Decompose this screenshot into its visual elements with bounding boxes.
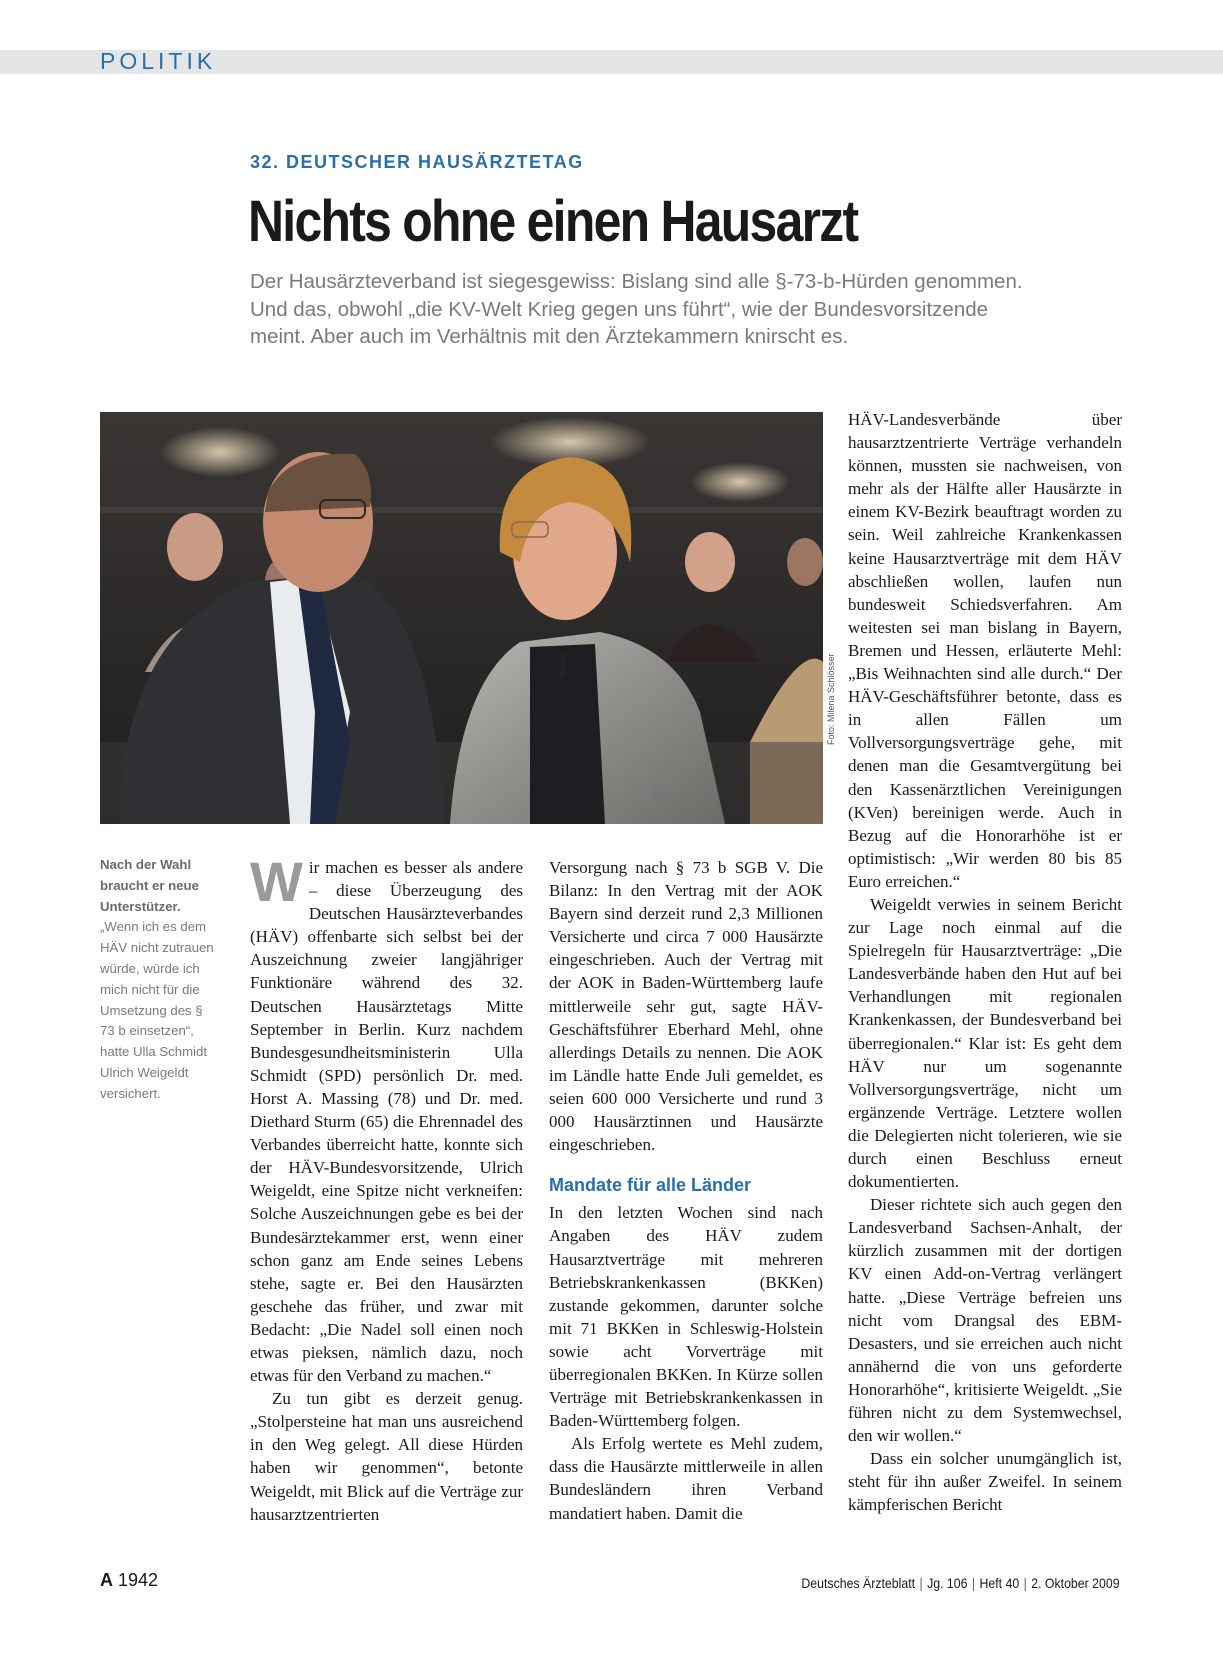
article-column-1 — [250, 850, 523, 1526]
article-headline: Nichts ohne einen Hausarzt — [248, 189, 858, 254]
paragraph: Zu tun gibt es derzeit genug. „Stolpersteine hat man uns ausreichend in den Weg gelegt. All diese Hürden haben wir genommen“, betonte Weigeldt, mit Blick auf die Verträge zur hausarztzentrierten — [250, 1389, 523, 1524]
lead-line: Der Hausärzteverband ist siegesgewiss: Bislang sind alle §-73-b-Hürden genommen. — [250, 270, 1023, 293]
photo-illustration — [100, 412, 823, 824]
paragraph: Als Erfolg wertete es Mehl zudem, dass die Hausärzte mittlerweile in allen Bundesländern ihren Verband mandatiert haben. Damit die — [549, 1434, 823, 1523]
paragraph: HÄV-Landesverbände über hausarztzentrierte Verträge verhandeln können, mussten sie nachweisen, von mehr als der Hälfte aller Hausärzte in einem KV-Bezirk beauftragt worden zu sein. Weil zahlreiche Krankenkassen keine Hausarztverträge mit dem HÄV abschließen wollen, laufen nun bundesweit Schiedsverfahren. Am weitesten sei man bislang in Bayern, Bremen und Hessen, erläuterte Mehl: „Bis Weihnachten sind alle durch.“ Der HÄV-Geschäftsführer betonte, dass es in allen Fällen um Vollversorgungsverträge gehe, mit denen man die Gesamtvergütung bei den Kassenärztlichen Vereinigungen (KVen) bereinigen werde. Auch in Bezug auf die Honorarhöhe ist er optimistisch: „Wir werden 80 bis 85 Euro erreichen.“ — [848, 410, 1122, 891]
article-photo — [100, 412, 823, 824]
article-column-2 — [549, 856, 823, 1525]
journal-date: 2. Oktober 2009 — [1031, 1575, 1120, 1591]
journal-info: Deutsches Ärzteblatt | Jg. 106 | Heft 40 | 2. Oktober 2009 — [801, 1575, 1120, 1591]
paragraph: Weigeldt verwies in seinem Bericht zur Lage noch einmal auf die Spielregeln für Hausarztverträge: „Die Landesverbände haben den Hut auf bei Verhandlungen mit regionalen Krankenkassen, der Bundesverband bei überregionalen.“ Klar ist: Es geht dem HÄV nur um sogenannte Vollversorgungsverträge, nicht um ergänzende Verträge. Letztere wollen die Delegierten nicht tolerieren, wie sie durch einen Beschluss erneut dokumentierten. — [848, 894, 1122, 1192]
section-label: POLITIK — [100, 48, 217, 74]
article-lead — [250, 268, 1150, 351]
page-letter: A — [100, 1570, 113, 1590]
caption-text: „Wenn ich es dem HÄV nicht zutrauen würde, würde ich mich nicht für die Umsetzung des § 73 b einsetzen“, hatte Ulla Schmidt Ulrich Weigeldt versichert. — [100, 919, 214, 1101]
paragraph: ir machen es besser als andere – diese Überzeugung des Deutschen Hausärzteverbandes (HÄV) offenbarte sich selbst bei der Auszeichnung zweier langjähriger Funktionäre während des 32. Deutschen Hausärztetags Mitte September in Berlin. Kurz nachdem Bundesgesundheitsministerin Ulla Schmidt (SPD) persönlich Dr. med. Horst A. Massing (78) und Dr. med. Diethard Sturm (65) die Ehrennadel des Verbandes überreicht hatte, konnte sich der HÄV-Bundesvorsitzende, Ulrich Weigeldt, eine Spitze nicht verkneifen: Solche Auszeichnungen gebe es bei der Bundesärztekammer erst, wenn einer schon ganz am Ende seines Lebens stehe, sagte er. Bei den Hausärzten geschehe das früher, und zwar mit Bedacht: „Die Nadel soll einen noch etwas pieksen, nämlich dazu, noch etwas für den Verband zu machen.“ — [250, 858, 523, 1386]
paragraph: Versorgung nach § 73 b SGB V. Die Bilanz: In den Vertrag mit der AOK Bayern sind derzeit rund 2,3 Millionen Versicherte und circa 7 000 Hausärzte eingeschrieben. Auch der Vertrag mit der AOK in Baden-Württemberg laufe mittlerweile sehr gut, sagte HÄV-Geschäftsführer Eberhard Mehl, ohne allerdings Details zu nennen. Die AOK im Ländle hatte Ende Juli gemeldet, es seien 600 000 Versicherte und rund 3 000 Hausärztinnen und Hausärzte eingeschrieben. — [549, 858, 823, 1155]
lead-line: meint. Aber auch im Verhältnis mit den Ärztekammern knirscht es. — [250, 325, 849, 348]
journal-issue: Heft 40 — [979, 1575, 1020, 1591]
paragraph: Dieser richtete sich auch gegen den Landesverband Sachsen-Anhalt, der kürzlich zusammen mit der dortigen KV einen Add-on-Vertrag verlängert hatte. „Diese Verträge befreien uns nicht vom Drangsal des EBM-Desasters, und sie erreichen auch nicht annähernd die von uns geforderte Honorarhöhe“, kritisierte Weigeldt. „Sie führen nicht zu dem Systemwechsel, den wir wollen.“ — [848, 1195, 1122, 1446]
caption-head: Nach der Wahl braucht er neue Unterstützer. — [100, 857, 199, 914]
article-kicker: 32. DEUTSCHER HAUSÄRZTETAG — [250, 152, 584, 172]
dropcap: W — [250, 850, 303, 913]
article-column-3 — [848, 408, 1122, 1517]
page-number: 1942 — [118, 1570, 159, 1590]
journal-volume: Jg. 106 — [927, 1575, 968, 1591]
lead-line: Und das, obwohl „die KV-Welt Krieg gegen uns führt“, wie der Bundesvorsitzende — [250, 297, 989, 321]
journal-name: Deutsches Ärzteblatt — [801, 1575, 916, 1591]
photo-caption — [100, 855, 220, 1105]
paragraph: Dass ein solcher unumgänglich ist, steht für ihn außer Zweifel. In seinem kämpferischen Bericht — [848, 1449, 1122, 1515]
photo-credit: Foto: Milena Schlösser — [826, 653, 836, 745]
subheading: Mandate für alle Länder — [549, 1175, 752, 1196]
page-folio — [100, 1570, 158, 1591]
paragraph: In den letzten Wochen sind nach Angaben des HÄV zudem Hausarztverträge mit mehreren Betriebskrankenkassen (BKKen) zustande gekommen, darunter solche mit 71 BKKen in Schleswig-Holstein sowie acht Vorverträge mit überregionalen BKKen. In Kürze sollen Verträge mit Betriebskrankenkassen in Baden-Württemberg folgen. — [549, 1203, 823, 1431]
